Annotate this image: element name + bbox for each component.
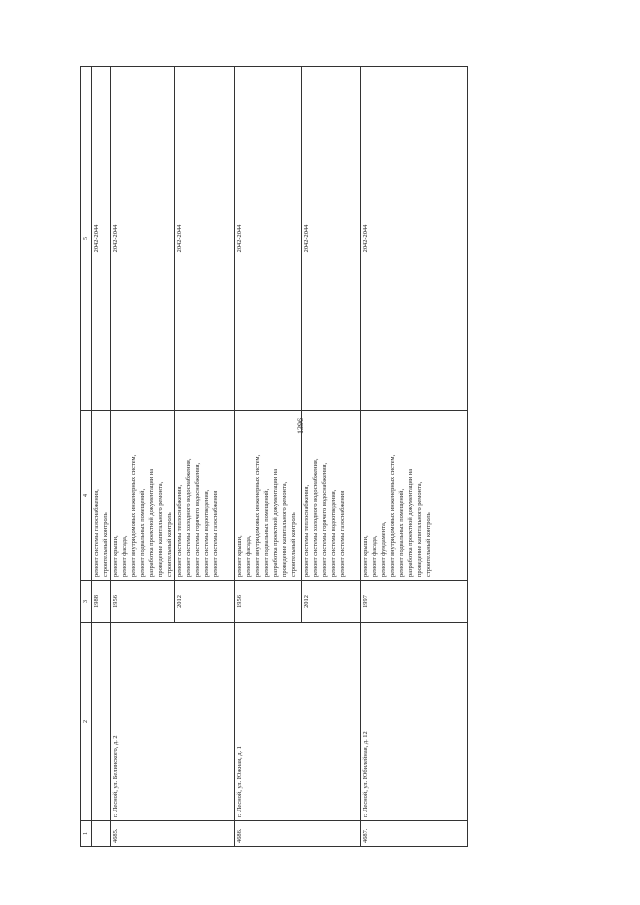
work-line: разработка проектной документации на — [272, 468, 279, 577]
row-period: 2042-2044 — [111, 67, 175, 411]
row-works — [235, 411, 302, 581]
cont-work-line: ремонт системы газоснабжения, — [93, 489, 100, 577]
work-line: проведение капитального ремонта, — [281, 481, 288, 577]
work-line: ремонт фасада, — [245, 535, 252, 577]
row-period: 2042-2044 — [361, 67, 468, 411]
column-number-3: 3 — [81, 581, 92, 623]
work-line: ремонт системы холодного водоснабжения, — [185, 458, 192, 577]
row-works — [175, 411, 235, 581]
continuation-row — [92, 67, 111, 847]
work-line: ремонт системы теплоснабжения, — [303, 484, 310, 577]
work-line: строительный контроль — [425, 512, 432, 577]
work-line: разработка проектной документации на — [407, 468, 414, 577]
work-line: ремонт внутридомовых инженерных систем, — [389, 454, 396, 577]
row-number: 4685. — [111, 821, 235, 847]
row-period: 2042-2044 — [302, 67, 361, 411]
work-line: разработка проектной документации на — [148, 468, 155, 577]
work-line: ремонт крыши, — [236, 535, 243, 577]
rotated-table-container — [80, 67, 520, 847]
work-line: ремонт системы водоотведения, — [330, 489, 337, 577]
row-year: 2012 — [175, 581, 235, 623]
column-number-row — [81, 67, 92, 847]
table-row — [111, 67, 175, 847]
column-number-5: 5 — [81, 67, 92, 411]
work-line: ремонт внутридомовых инженерных систем, — [130, 454, 137, 577]
work-line: строительный контроль — [166, 512, 173, 577]
table-row — [235, 67, 302, 847]
column-number-1: 1 — [81, 821, 92, 847]
page-number-text: 1396 — [296, 418, 305, 434]
cont-year-cell: 1988 — [92, 581, 111, 623]
row-number: 4687. — [361, 821, 468, 847]
cont-num-cell — [92, 821, 111, 847]
row-address: г. Лесной, ул. Юбилейная, д. 12 — [361, 623, 468, 821]
column-number-4: 4 — [81, 411, 92, 581]
work-line: строительный контроль — [290, 512, 297, 577]
work-line: ремонт системы горячего водоснабжения, — [321, 462, 328, 577]
work-line: ремонт крыши, — [112, 535, 119, 577]
row-period: 2042-2044 — [235, 67, 302, 411]
row-works — [111, 411, 175, 581]
row-works — [302, 411, 361, 581]
work-line: ремонт подвальных помещений, — [263, 488, 270, 577]
work-line: ремонт фасада, — [371, 535, 378, 577]
work-line: проведение капитального ремонта, — [416, 481, 423, 577]
work-line: проведение капитального ремонта, — [157, 481, 164, 577]
row-year: 2012 — [302, 581, 361, 623]
row-address: г. Лесной, ул. Белинского, д. 2 — [111, 623, 235, 821]
row-period: 2042-2044 — [175, 67, 235, 411]
row-year: 1956 — [111, 581, 175, 623]
work-line: ремонт внутридомовых инженерных систем, — [254, 454, 261, 577]
cont-address-cell — [92, 623, 111, 821]
work-line: ремонт системы холодного водоснабжения, — [312, 458, 319, 577]
work-line: ремонт подвальных помещений, — [398, 488, 405, 577]
work-line: ремонт системы горячего водоснабжения, — [194, 462, 201, 577]
cont-work-line: строительный контроль — [102, 512, 109, 577]
work-line: ремонт системы газоснабжения — [339, 490, 346, 577]
column-number-2: 2 — [81, 623, 92, 821]
row-year: 1956 — [235, 581, 302, 623]
work-line: ремонт подвальных помещений, — [139, 488, 146, 577]
work-line: ремонт системы водоотведения, — [203, 489, 210, 577]
cont-works-cell — [92, 411, 111, 581]
work-line: ремонт фундамента, — [380, 521, 387, 577]
row-year: 1997 — [361, 581, 468, 623]
work-line: ремонт системы газоснабжения — [212, 490, 219, 577]
work-line: ремонт крыши, — [362, 535, 369, 577]
table-row — [361, 67, 468, 847]
work-line: ремонт фасада, — [121, 535, 128, 577]
cont-period-cell: 2042-2044 — [92, 67, 111, 411]
repair-schedule-table — [80, 66, 468, 847]
row-works — [361, 411, 468, 581]
row-number: 4686. — [235, 821, 361, 847]
work-line: ремонт системы теплоснабжения, — [176, 484, 183, 577]
row-address: г. Лесной, ул. Южная, д. 1 — [235, 623, 361, 821]
